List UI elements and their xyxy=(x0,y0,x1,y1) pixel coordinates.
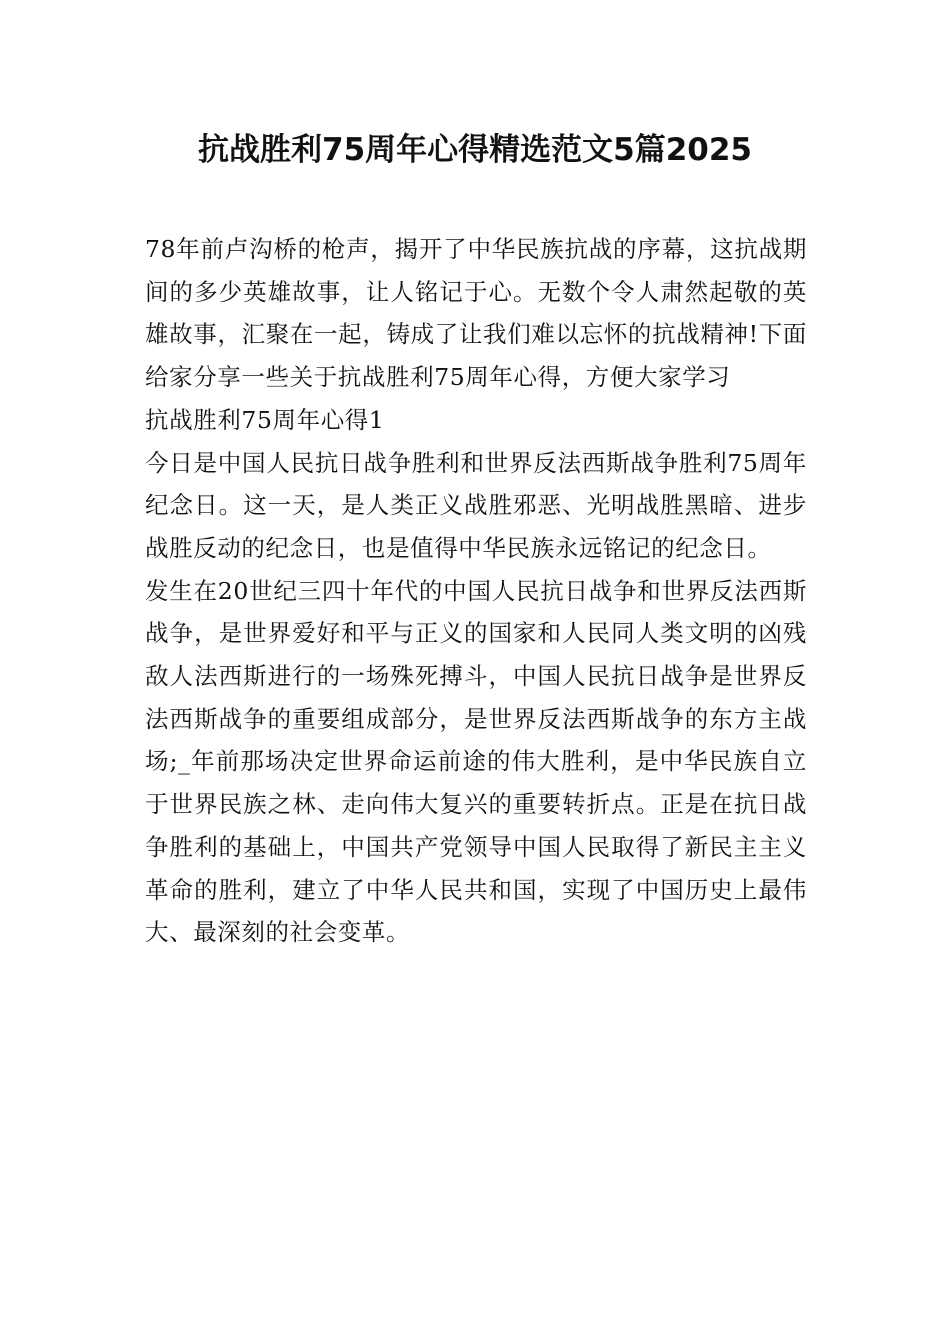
body-paragraph-1: 今日是中国人民抗日战争胜利和世界反法西斯战争胜利75周年纪念日。这一天，是人类正义战胜邪恶、光明战胜黑暗、进步战胜反动的纪念日，也是值得中华民族永远铭记的纪念日。 xyxy=(145,448,807,562)
intro-paragraph: 78年前卢沟桥的枪声，揭开了中华民族抗战的序幕，这抗战期间的多少英雄故事，让人铭记于心。无数个令人肃然起敬的英雄故事，汇聚在一起，铸成了让我们难以忘怀的抗战精神!下面给家分享一些关于抗战胜利75周年心得，方便大家学习 xyxy=(145,235,807,392)
document-body xyxy=(145,228,807,954)
document-title: 抗战胜利75周年心得精选范文5篇2025 xyxy=(198,132,752,168)
body-paragraph-2: 发生在20世纪三四十年代的中国人民抗日战争和世界反法西斯战争，是世界爱好和平与正义的国家和人民同人类文明的凶残敌人法西斯进行的一场殊死搏斗，中国人民抗日战争是世界反法西斯战争的重要组成部分，是世界反法西斯战争的东方主战场;_年前那场决定世界命运前途的伟大胜利，是中华民族自立于世界民族之林、走向伟大复兴的重要转折点。正是在抗日战争胜利的基础上，中国共产党领导中国人民取得了新民主主义革命的胜利，建立了中华人民共和国，实现了中国历史上最伟大、最深刻的社会变革。 xyxy=(145,576,807,947)
section-heading: 抗战胜利75周年心得1 xyxy=(145,405,385,434)
